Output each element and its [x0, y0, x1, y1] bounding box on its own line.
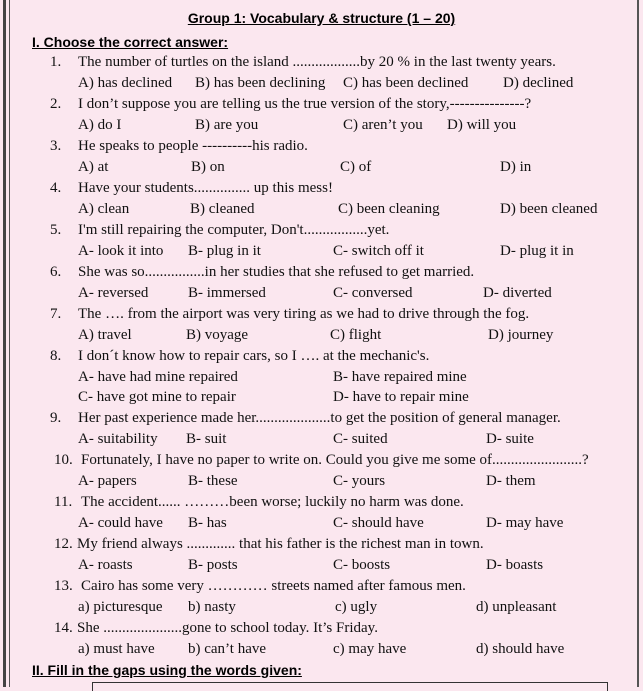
question-text: Cairo has some very ………… streets named after famous men.: [81, 578, 466, 594]
question-3-options: [0, 159, 643, 179]
question-14-options: [0, 641, 643, 661]
question-9-options: [0, 431, 643, 451]
question-11-options: [0, 515, 643, 535]
option-a[interactable]: A- look it into: [78, 243, 164, 259]
option-a[interactable]: A- roasts: [78, 557, 133, 573]
question-number: 8.: [50, 348, 62, 364]
option-c[interactable]: C) flight: [330, 327, 382, 343]
option-d[interactable]: D- boasts: [486, 557, 544, 573]
question-4: [0, 180, 643, 200]
option-b[interactable]: B- these: [188, 473, 238, 489]
question-6: [0, 264, 643, 284]
question-1: [0, 54, 643, 74]
option-b[interactable]: b) can’t have: [188, 641, 267, 657]
option-b[interactable]: B) cleaned: [190, 201, 255, 217]
question-10-options: [0, 473, 643, 493]
question-text: Her past experience made her....................to get the position of general manager.: [78, 410, 561, 426]
option-d[interactable]: D) journey: [488, 327, 554, 343]
question-3: [0, 138, 643, 158]
option-d[interactable]: D) declined: [503, 75, 574, 91]
option-c[interactable]: C- should have: [333, 515, 424, 531]
page-title: Group 1: Vocabulary & structure (1 – 20): [187, 10, 456, 26]
option-c[interactable]: C- suited: [333, 431, 388, 447]
question-14: [0, 620, 643, 640]
option-b[interactable]: B- suit: [186, 431, 227, 447]
question-text: She .....................gone to school today. It’s Friday.: [77, 620, 378, 636]
question-5-options: [0, 243, 643, 263]
question-number: 7.: [50, 306, 62, 322]
option-b[interactable]: B) has been declining: [195, 75, 326, 91]
section-one-heading: I. Choose the correct answer:: [32, 34, 229, 50]
option-b[interactable]: B- has: [188, 515, 227, 531]
option-b[interactable]: B) on: [191, 159, 225, 175]
option-b[interactable]: B) are you: [195, 117, 259, 133]
question-number: 9.: [50, 410, 62, 426]
question-text: The number of turtles on the island ..................by 20 % in the last twenty years.: [78, 54, 556, 70]
option-c[interactable]: C- have got mine to repair: [78, 389, 236, 405]
option-a[interactable]: A) travel: [78, 327, 132, 343]
question-2: [0, 96, 643, 116]
option-c[interactable]: C- yours: [333, 473, 386, 489]
option-b[interactable]: B- immersed: [188, 285, 266, 301]
question-7-options: [0, 327, 643, 347]
option-b[interactable]: b) nasty: [188, 599, 236, 615]
option-d[interactable]: D- suite: [486, 431, 534, 447]
option-a[interactable]: A) at: [78, 159, 109, 175]
question-text: Fortunately, I have no paper to write on. Could you give me some of........................?: [81, 452, 589, 468]
question-text: The …. from the airport was very tiring as we had to drive through the fog.: [78, 306, 530, 322]
question-4-options: [0, 201, 643, 221]
question-number: 4.: [50, 180, 62, 196]
option-c[interactable]: C) has been declined: [343, 75, 469, 91]
option-d[interactable]: D- them: [486, 473, 536, 489]
option-b[interactable]: B) voyage: [186, 327, 249, 343]
option-d[interactable]: D) been cleaned: [500, 201, 598, 217]
option-a[interactable]: A- papers: [78, 473, 137, 489]
question-8: [0, 348, 643, 368]
section-two-heading: II. Fill in the gaps using the words given:: [32, 662, 302, 678]
option-c[interactable]: C- switch off it: [333, 243, 424, 259]
option-c[interactable]: c) may have: [333, 641, 407, 657]
option-c[interactable]: c) ugly: [335, 599, 378, 615]
option-b[interactable]: B- plug in it: [188, 243, 261, 259]
question-text: My friend always ............. that his father is the richest man in town.: [77, 536, 484, 552]
option-a[interactable]: A- suitability: [78, 431, 158, 447]
option-d[interactable]: D) in: [500, 159, 532, 175]
question-11: [0, 494, 643, 514]
question-10: [0, 452, 643, 472]
question-text: Have your students............... up this mess!: [78, 180, 333, 196]
question-text: I don’t suppose you are telling us the true version of the story,---------------?: [78, 96, 532, 112]
option-a[interactable]: a) picturesque: [78, 599, 163, 615]
option-c[interactable]: C- conversed: [333, 285, 413, 301]
option-c[interactable]: C) been cleaning: [338, 201, 440, 217]
option-a[interactable]: A) do I: [78, 117, 122, 133]
option-c[interactable]: C- boosts: [333, 557, 391, 573]
question-text: He speaks to people ----------his radio.: [78, 138, 308, 154]
option-d[interactable]: D- diverted: [483, 285, 552, 301]
question-text: I'm still repairing the computer, Don't.................yet.: [78, 222, 390, 238]
question-6-options: [0, 285, 643, 305]
option-d[interactable]: D- have to repair mine: [333, 389, 469, 405]
option-a[interactable]: A- have had mine repaired: [78, 369, 238, 385]
option-a[interactable]: A) clean: [78, 201, 130, 217]
question-2-options: [0, 117, 643, 137]
question-13-options: [0, 599, 643, 619]
question-8-options-row1: [0, 369, 643, 389]
option-d[interactable]: d) unpleasant: [476, 599, 557, 615]
question-text: I don´t know how to repair cars, so I …. at the mechanic's.: [78, 348, 430, 364]
question-number: 13.: [54, 578, 73, 594]
option-c[interactable]: C) aren’t you: [343, 117, 423, 133]
option-a[interactable]: A- could have: [78, 515, 163, 531]
question-7: [0, 306, 643, 326]
question-number: 12.: [54, 536, 73, 552]
option-d[interactable]: d) should have: [476, 641, 565, 657]
question-number: 14.: [54, 620, 73, 636]
option-a[interactable]: a) must have: [78, 641, 155, 657]
question-text: She was so................in her studies that she refused to get married.: [78, 264, 475, 280]
question-number: 3.: [50, 138, 62, 154]
question-number: 1.: [50, 54, 62, 70]
question-text: The accident...... ………been worse; luckily no harm was done.: [81, 494, 464, 510]
question-number: 11.: [54, 494, 73, 510]
option-b[interactable]: B- have repaired mine: [333, 369, 467, 385]
option-d[interactable]: D- may have: [486, 515, 564, 531]
question-8-options-row2: [0, 389, 643, 409]
question-5: [0, 222, 643, 242]
option-a[interactable]: A) has declined: [78, 75, 173, 91]
question-12: [0, 536, 643, 556]
option-c[interactable]: C) of: [340, 159, 372, 175]
option-a[interactable]: A- reversed: [78, 285, 149, 301]
question-number: 10.: [54, 452, 73, 468]
option-d[interactable]: D- plug it in: [500, 243, 574, 259]
question-number: 5.: [50, 222, 62, 238]
option-b[interactable]: B- posts: [188, 557, 238, 573]
question-12-options: [0, 557, 643, 577]
question-number: 2.: [50, 96, 62, 112]
question-number: 6.: [50, 264, 62, 280]
question-1-options: [0, 75, 643, 95]
question-13: [0, 578, 643, 598]
option-d[interactable]: D) will you: [447, 117, 517, 133]
question-9: [0, 410, 643, 430]
